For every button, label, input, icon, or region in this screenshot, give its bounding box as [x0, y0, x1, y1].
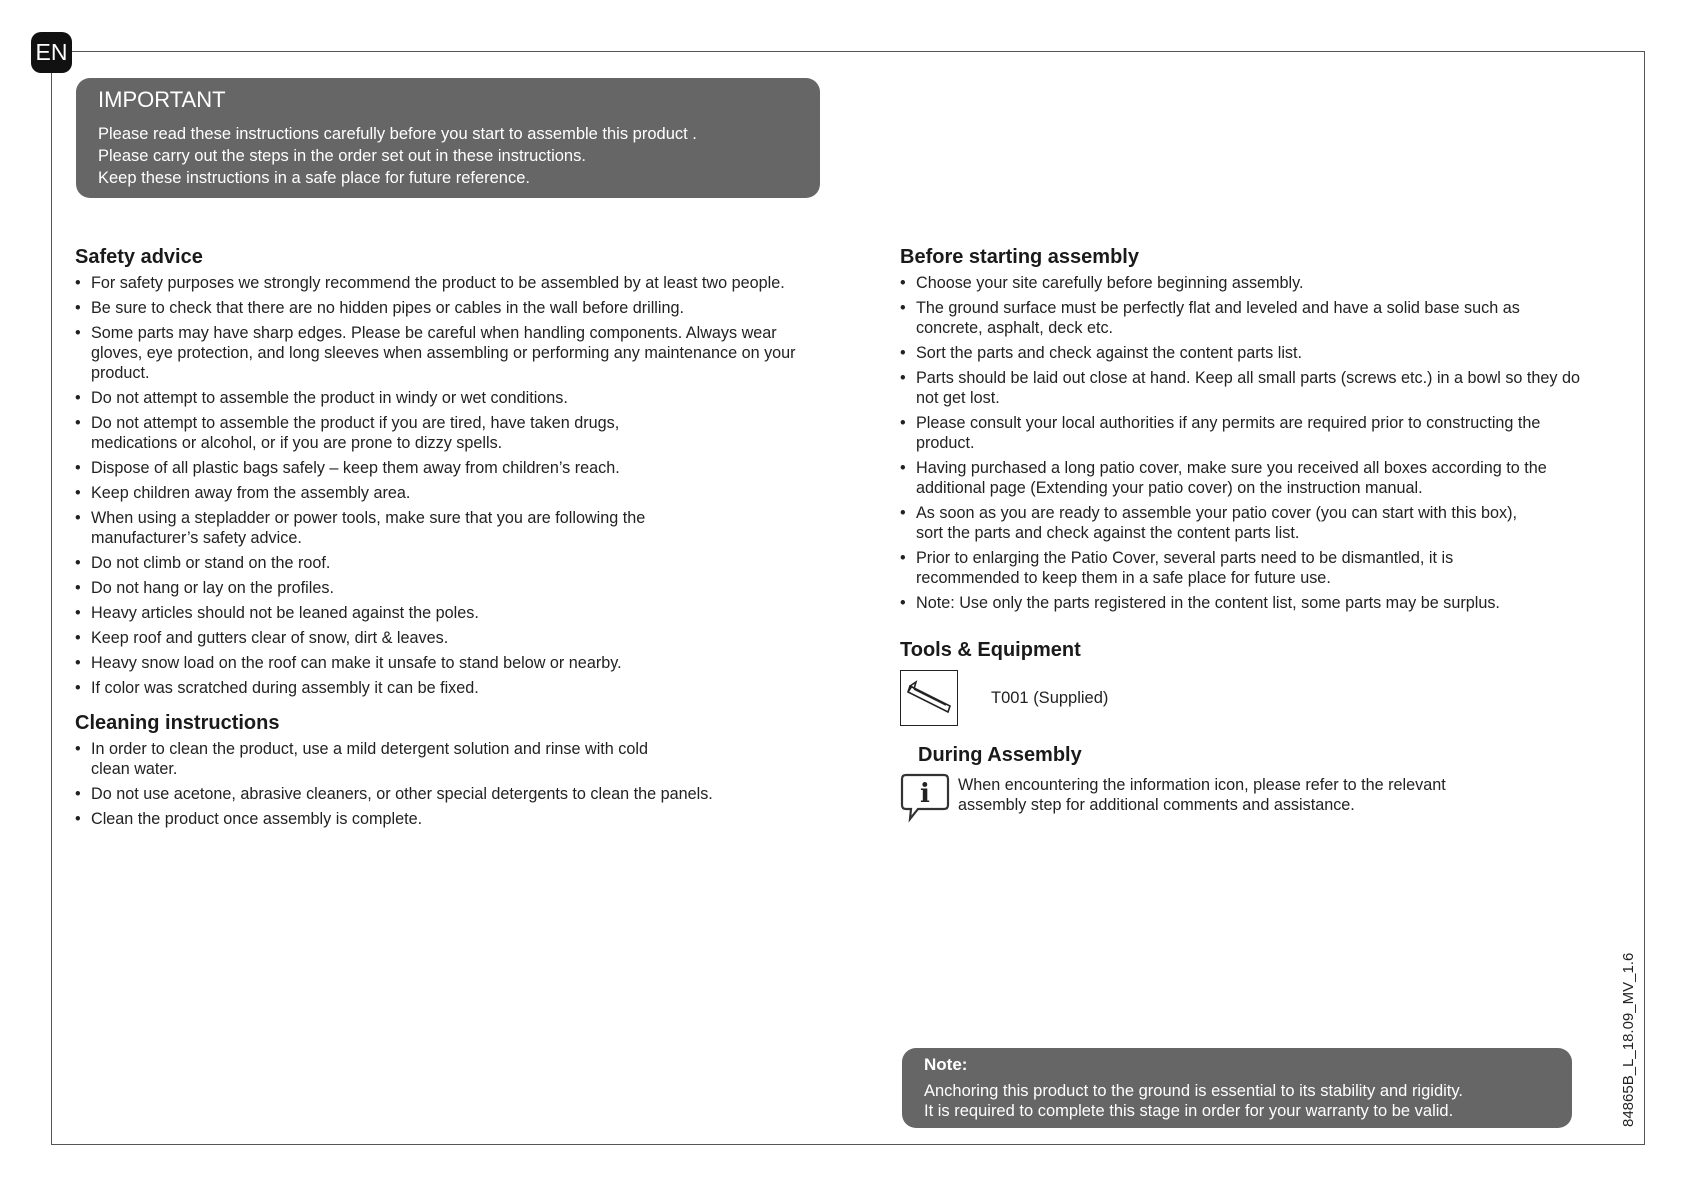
- safety-list: [75, 273, 835, 698]
- before-item: • Prior to enlarging the Patio Cover, several parts need to be dismantled, it is recommended to keep them in a safe place for future use.: [900, 549, 1454, 587]
- safety-item: • Heavy articles should not be leaned against the poles.: [75, 604, 479, 622]
- bullet-icon: •: [75, 629, 81, 647]
- language-badge: EN: [31, 32, 72, 73]
- important-line: Please carry out the steps in the order set out in these instructions.: [98, 147, 586, 165]
- safety-item: • Do not attempt to assemble the product if you are tired, have taken drugs, medications or alcohol, or if you are prone to dizzy spells.: [75, 414, 620, 452]
- bullet-icon: •: [75, 740, 81, 758]
- safety-item: • Keep children away from the assembly area.: [75, 484, 411, 502]
- bullet-icon: •: [75, 274, 81, 292]
- bullet-icon: •: [900, 369, 906, 387]
- bullet-icon: •: [900, 549, 906, 567]
- before-item: • Choose your site carefully before beginning assembly.: [900, 274, 1304, 292]
- note-box: [902, 1048, 1572, 1128]
- before-item: • The ground surface must be perfectly flat and leveled and have a solid base such as concrete, asphalt, deck etc.: [900, 299, 1520, 337]
- cleaning-item: • Clean the product once assembly is complete.: [75, 810, 423, 828]
- info-row: [900, 771, 1590, 823]
- allen-key-tool-icon: [900, 670, 958, 726]
- tool-row: [900, 670, 1590, 726]
- before-item: • Note: Use only the parts registered in the content list, some parts may be surplus.: [900, 594, 1500, 612]
- safety-item: • When using a stepladder or power tools, make sure that you are following the manufacturer’s safety advice.: [75, 509, 646, 547]
- safety-item: • Do not hang or lay on the profiles.: [75, 579, 334, 597]
- important-box: [76, 78, 820, 198]
- note-line: It is required to complete this stage in order for your warranty to be valid.: [924, 1102, 1454, 1120]
- bullet-icon: •: [75, 509, 81, 527]
- bullet-icon: •: [900, 594, 906, 612]
- bullet-icon: •: [900, 274, 906, 292]
- bullet-icon: •: [900, 414, 906, 432]
- before-heading: Before starting assembly: [900, 246, 1139, 268]
- info-icon-letter: i: [920, 779, 930, 809]
- before-list: [900, 273, 1590, 613]
- during-text: When encountering the information icon, please refer to the relevant assembly step for additional comments and assistance.: [958, 776, 1446, 814]
- cleaning-list: [75, 739, 835, 829]
- safety-item: • Be sure to check that there are no hidden pipes or cables in the wall before drilling.: [75, 299, 684, 317]
- bullet-icon: •: [900, 504, 906, 522]
- bullet-icon: •: [75, 810, 81, 828]
- document-id: 84865B_L_18.09_MV_1.6: [1620, 952, 1637, 1127]
- before-item: • Sort the parts and check against the content parts list.: [900, 344, 1303, 362]
- bullet-icon: •: [75, 679, 81, 697]
- bullet-icon: •: [75, 414, 81, 432]
- before-item: • Parts should be laid out close at hand. Keep all small parts (screws etc.) in a bowl so they do not get lost.: [900, 369, 1581, 407]
- important-line: Please read these instructions carefully before you start to assemble this product .: [98, 125, 697, 143]
- info-icon: [900, 771, 950, 823]
- safety-item: • Dispose of all plastic bags safely – keep them away from children’s reach.: [75, 459, 620, 477]
- bullet-icon: •: [75, 785, 81, 803]
- safety-heading: Safety advice: [75, 246, 203, 268]
- important-title: IMPORTANT: [98, 87, 226, 112]
- bullet-icon: •: [900, 459, 906, 477]
- safety-item: • Do not attempt to assemble the product in windy or wet conditions.: [75, 389, 568, 407]
- right-column: [900, 246, 1590, 823]
- important-line: Keep these instructions in a safe place for future reference.: [98, 169, 530, 187]
- before-item: • Please consult your local authorities if any permits are required prior to constructing the product.: [900, 414, 1541, 452]
- bullet-icon: •: [75, 389, 81, 407]
- bullet-icon: •: [75, 654, 81, 672]
- safety-item: • Do not climb or stand on the roof.: [75, 554, 331, 572]
- safety-item: • Some parts may have sharp edges. Please be careful when handling components. Always wear gloves, eye protection, and long sleeves when assembling or performing any maintenance on your product.: [75, 324, 796, 382]
- tool-label: T001 (Supplied): [991, 688, 1109, 707]
- safety-item: • For safety purposes we strongly recommend the product to be assembled by at least two people.: [75, 274, 785, 292]
- during-heading: During Assembly: [918, 744, 1082, 766]
- safety-item: • If color was scratched during assembly it can be fixed.: [75, 679, 479, 697]
- safety-item: • Keep roof and gutters clear of snow, dirt & leaves.: [75, 629, 449, 647]
- note-title: Note:: [924, 1055, 968, 1074]
- before-item: • Having purchased a long patio cover, make sure you received all boxes according to the additional page (Extending your patio cover) on the instruction manual.: [900, 459, 1547, 497]
- bullet-icon: •: [75, 459, 81, 477]
- cleaning-heading: Cleaning instructions: [75, 712, 280, 734]
- note-line: Anchoring this product to the ground is essential to its stability and rigidity.: [924, 1082, 1463, 1100]
- bullet-icon: •: [900, 299, 906, 317]
- before-item: • As soon as you are ready to assemble your patio cover (you can start with this box), sort the parts and check against the content parts list.: [900, 504, 1518, 542]
- bullet-icon: •: [75, 299, 81, 317]
- bullet-icon: •: [75, 484, 81, 502]
- left-column: [75, 246, 835, 834]
- bullet-icon: •: [75, 324, 81, 342]
- cleaning-item: • Do not use acetone, abrasive cleaners, or other special detergents to clean the panels.: [75, 785, 713, 803]
- cleaning-item: • In order to clean the product, use a mild detergent solution and rinse with cold clean water.: [75, 740, 648, 778]
- bullet-icon: •: [75, 579, 81, 597]
- tools-heading: Tools & Equipment: [900, 639, 1081, 661]
- bullet-icon: •: [75, 554, 81, 572]
- bullet-icon: •: [900, 344, 906, 362]
- safety-item: • Heavy snow load on the roof can make it unsafe to stand below or nearby.: [75, 654, 622, 672]
- bullet-icon: •: [75, 604, 81, 622]
